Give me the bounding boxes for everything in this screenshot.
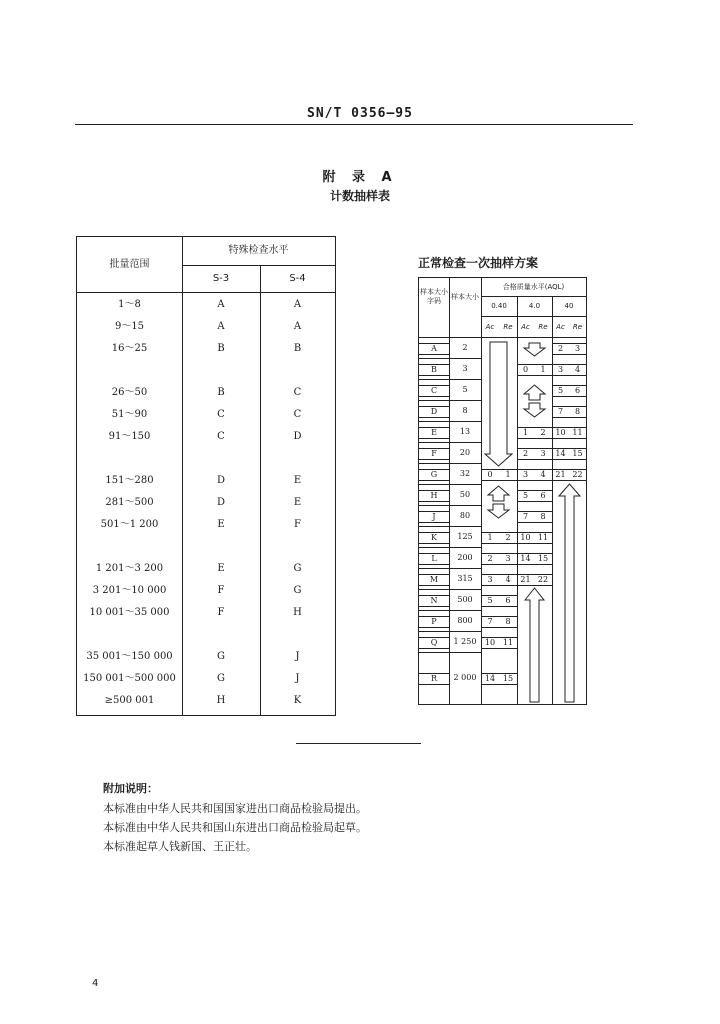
plan-cell-c5: 14 xyxy=(552,448,569,460)
lot-cell-s4: H xyxy=(293,607,302,618)
plan-cell-code: K xyxy=(419,532,449,544)
up-arrow-icon xyxy=(488,486,509,501)
lot-cell-range: 9～15 xyxy=(114,321,145,332)
lot-cell-s3: F xyxy=(217,607,225,618)
plan-cell-c2: 4 xyxy=(499,574,517,586)
plan-cell-size: 800 xyxy=(457,615,473,625)
lot-cell-s4: B xyxy=(293,343,302,354)
plan-cell-code: G xyxy=(419,469,449,481)
header-lot-range: 批量范围 xyxy=(109,259,150,270)
lot-cell-range: 151～280 xyxy=(105,475,154,486)
plan-cell-c1: 10 xyxy=(481,637,499,649)
down-arrow-icon xyxy=(524,343,545,356)
lot-cell-s3: A xyxy=(217,321,225,332)
plan-cell-size: 80 xyxy=(459,510,471,520)
lot-cell-range: 51～90 xyxy=(111,409,148,420)
lot-cell-range: 1～8 xyxy=(118,299,141,310)
plan-cell-code: F xyxy=(419,448,449,460)
lot-cell-s4: G xyxy=(293,563,302,574)
plan-cell-c2: 8 xyxy=(499,616,517,628)
lot-cell-s3: G xyxy=(217,673,225,684)
aql-level-4: 4.0 xyxy=(528,302,541,310)
lot-cell-s4: D xyxy=(293,431,302,442)
plan-cell-size: 2 xyxy=(462,342,468,352)
plan-cell-code: P xyxy=(419,616,449,628)
plan-cell-c4: 3 xyxy=(534,448,552,460)
row-line xyxy=(419,484,481,485)
lot-cell-s3: C xyxy=(217,431,225,442)
lot-cell-range: 10 001～35 000 xyxy=(89,607,170,618)
lot-cell-s4: K xyxy=(293,695,302,706)
up-arrow-icon xyxy=(524,385,545,400)
plan-cell-c3: 14 xyxy=(517,553,534,565)
plan-cell-c6: 3 xyxy=(569,343,586,355)
plan-cell-c6: 15 xyxy=(569,448,586,460)
header-code-letter: 样本大小字码 xyxy=(420,288,448,305)
standard-code: SN/T 0356—95 xyxy=(307,106,413,121)
plan-cell-c2: 2 xyxy=(499,532,517,544)
lot-cell-s3: D xyxy=(216,475,226,486)
ac-label: Ac xyxy=(556,323,565,331)
header-s3: S-3 xyxy=(212,273,230,284)
note-line: 本标准由中华人民共和国山东进出口商品检验局起草。 xyxy=(103,821,367,834)
lot-cell-s3: C xyxy=(217,409,225,420)
lot-cell-s4: E xyxy=(293,475,302,486)
plan-cell-size: 3 xyxy=(462,363,468,373)
lot-cell-range: 16～25 xyxy=(111,343,148,354)
lot-cell-s4: J xyxy=(295,651,300,662)
lot-cell-s3: F xyxy=(217,585,225,596)
page-number: 4 xyxy=(92,978,99,989)
re-label: Re xyxy=(503,323,513,331)
plan-cell-c3: 3 xyxy=(517,469,534,481)
plan-title: 正常检查一次抽样方案 xyxy=(418,256,539,270)
row-line xyxy=(419,379,481,380)
header-special-level: 特殊检查水平 xyxy=(228,245,289,256)
header-aql: 合格质量水平(AQL) xyxy=(502,283,565,291)
row-line xyxy=(419,526,481,527)
footer-rule xyxy=(296,743,421,744)
plan-cell-c2: 6 xyxy=(499,595,517,607)
plan-cell-size: 8 xyxy=(462,405,468,415)
plan-cell-c6: 22 xyxy=(569,469,586,481)
plan-cell-c5: 2 xyxy=(552,343,569,355)
plan-cell-code: C xyxy=(419,385,449,397)
plan-cell-size: 2 000 xyxy=(453,673,477,682)
plan-cell-c3: 0 xyxy=(517,364,534,376)
plan-cell-code: Q xyxy=(419,637,449,649)
lot-cell-s4: A xyxy=(293,299,302,310)
plan-cell-c6: 4 xyxy=(569,364,586,376)
plan-cell-c6: 8 xyxy=(569,406,586,418)
plan-cell-code: L xyxy=(419,553,449,565)
row-line xyxy=(419,610,481,611)
header-rule xyxy=(75,124,633,125)
note-line: 本标准起草人钱新国、王正壮。 xyxy=(103,840,257,853)
plan-cell-c3: 2 xyxy=(517,448,534,460)
lot-cell-range: 26～50 xyxy=(111,387,148,398)
row-line xyxy=(419,631,481,632)
lot-cell-range: 1 201～3 200 xyxy=(95,563,164,574)
plan-cell-c4: 22 xyxy=(534,574,552,586)
plan-cell-c3: 10 xyxy=(517,532,534,544)
re-label: Re xyxy=(538,323,548,331)
row-line xyxy=(419,568,481,569)
plan-cell-c1: 14 xyxy=(481,673,499,685)
plan-cell-c1: 3 xyxy=(481,574,499,586)
plan-cell-size: 32 xyxy=(459,468,471,478)
row-line xyxy=(419,547,481,548)
plan-cell-c2: 11 xyxy=(499,637,517,649)
plan-cell-c3: 1 xyxy=(517,427,534,439)
lot-cell-s3: B xyxy=(217,387,225,398)
lot-cell-s4: J xyxy=(295,673,300,684)
plan-cell-code: E xyxy=(419,427,449,439)
plan-cell-c1: 2 xyxy=(481,553,499,565)
lot-cell-s4: E xyxy=(293,497,302,508)
plan-cell-c2: 15 xyxy=(499,673,517,685)
down-arrow-icon xyxy=(488,504,509,518)
lot-cell-range: ≥500 001 xyxy=(104,695,155,706)
plan-cell-code: H xyxy=(419,490,449,502)
lot-cell-s3: B xyxy=(217,343,225,354)
plan-cell-c1: 0 xyxy=(481,469,499,481)
plan-cell-c2: 3 xyxy=(499,553,517,565)
plan-cell-c6: 6 xyxy=(569,385,586,397)
lot-cell-s3: H xyxy=(216,695,226,706)
row-line xyxy=(419,505,481,506)
plan-cell-size: 200 xyxy=(457,552,473,562)
plan-cell-size: 20 xyxy=(459,447,471,457)
plan-cell-size: 1 250 xyxy=(453,636,477,646)
sampling-plan-table xyxy=(418,277,587,705)
lot-cell-s3: D xyxy=(216,497,226,508)
plan-cell-code: J xyxy=(419,511,449,523)
up-arrow-icon xyxy=(559,484,580,702)
plan-cell-c3: 5 xyxy=(517,490,534,502)
header-s4: S-4 xyxy=(289,273,306,284)
aql-level-040: 0.40 xyxy=(491,302,507,310)
appendix-title: 附 录 A xyxy=(322,170,398,185)
plan-cell-size: 5 xyxy=(462,384,468,394)
row-line xyxy=(419,589,481,590)
row-line xyxy=(419,421,481,422)
plan-cell-c2: 1 xyxy=(499,469,517,481)
plan-cell-c4: 8 xyxy=(534,511,552,523)
plan-cell-c4: 2 xyxy=(534,427,552,439)
lot-size-table xyxy=(76,236,336,716)
plan-cell-c6: 11 xyxy=(569,427,586,439)
plan-cell-c4: 4 xyxy=(534,469,552,481)
plan-cell-c5: 7 xyxy=(552,406,569,418)
note-line: 本标准由中华人民共和国国家进出口商品检验局提出。 xyxy=(103,802,367,815)
lot-cell-range: 150 001～500 000 xyxy=(83,673,176,684)
lot-cell-s3: G xyxy=(217,651,225,662)
lot-cell-s4: F xyxy=(294,519,301,530)
plan-cell-c4: 11 xyxy=(534,532,552,544)
plan-cell-size: 13 xyxy=(459,426,471,436)
plan-cell-c1: 1 xyxy=(481,532,499,544)
plan-cell-size: 500 xyxy=(457,594,473,604)
lot-cell-range: 35 001～150 000 xyxy=(86,651,173,662)
ac-label: Ac xyxy=(521,323,530,331)
plan-cell-c1: 7 xyxy=(481,616,499,628)
lot-cell-s4: C xyxy=(293,409,302,420)
row-line xyxy=(419,400,481,401)
lot-cell-s3: E xyxy=(217,563,225,574)
lot-cell-s4: G xyxy=(293,585,302,596)
plan-cell-c4: 6 xyxy=(534,490,552,502)
appendix-subtitle: 计数抽样表 xyxy=(329,189,390,203)
ac-label: Ac xyxy=(485,323,495,331)
row-line xyxy=(419,442,481,443)
plan-cell-size: 125 xyxy=(457,531,473,541)
plan-cell-code: A xyxy=(419,343,449,355)
row-line xyxy=(419,652,481,653)
header-sample-size: 样本大小 xyxy=(451,293,479,301)
plan-cell-size: 315 xyxy=(457,573,473,583)
plan-cell-code: N xyxy=(419,595,449,607)
lot-cell-range: 3 201～10 000 xyxy=(92,585,167,596)
plan-cell-size: 50 xyxy=(459,489,471,499)
up-arrow-icon xyxy=(525,588,544,702)
plan-cell-c5: 3 xyxy=(552,364,569,376)
lot-cell-s3: A xyxy=(217,299,225,310)
lot-cell-s4: C xyxy=(293,387,302,398)
lot-cell-range: 91～150 xyxy=(108,431,151,442)
down-arrow-icon xyxy=(524,403,545,417)
plan-cell-c5: 21 xyxy=(552,469,569,481)
plan-cell-c4: 1 xyxy=(534,364,552,376)
plan-cell-c3: 21 xyxy=(517,574,534,586)
plan-cell-c3: 7 xyxy=(517,511,534,523)
plan-cell-code: D xyxy=(419,406,449,418)
plan-cell-c5: 5 xyxy=(552,385,569,397)
plan-cell-code: B xyxy=(419,364,449,376)
notes-heading: 附加说明： xyxy=(103,782,158,795)
aql-level-40: 40 xyxy=(564,302,574,310)
lot-cell-s4: A xyxy=(293,321,302,332)
plan-cell-c1: 5 xyxy=(481,595,499,607)
down-arrow-icon xyxy=(485,342,512,466)
row-line xyxy=(419,358,481,359)
lot-cell-range: 281～500 xyxy=(105,497,154,508)
plan-cell-c4: 15 xyxy=(534,553,552,565)
lot-cell-s3: E xyxy=(217,519,225,530)
plan-cell-code: M xyxy=(419,574,449,586)
plan-cell-c5: 10 xyxy=(552,427,569,439)
plan-cell-code: R xyxy=(419,673,449,685)
row-line xyxy=(419,463,481,464)
re-label: Re xyxy=(572,323,583,331)
lot-cell-range: 501～1 200 xyxy=(100,519,159,530)
